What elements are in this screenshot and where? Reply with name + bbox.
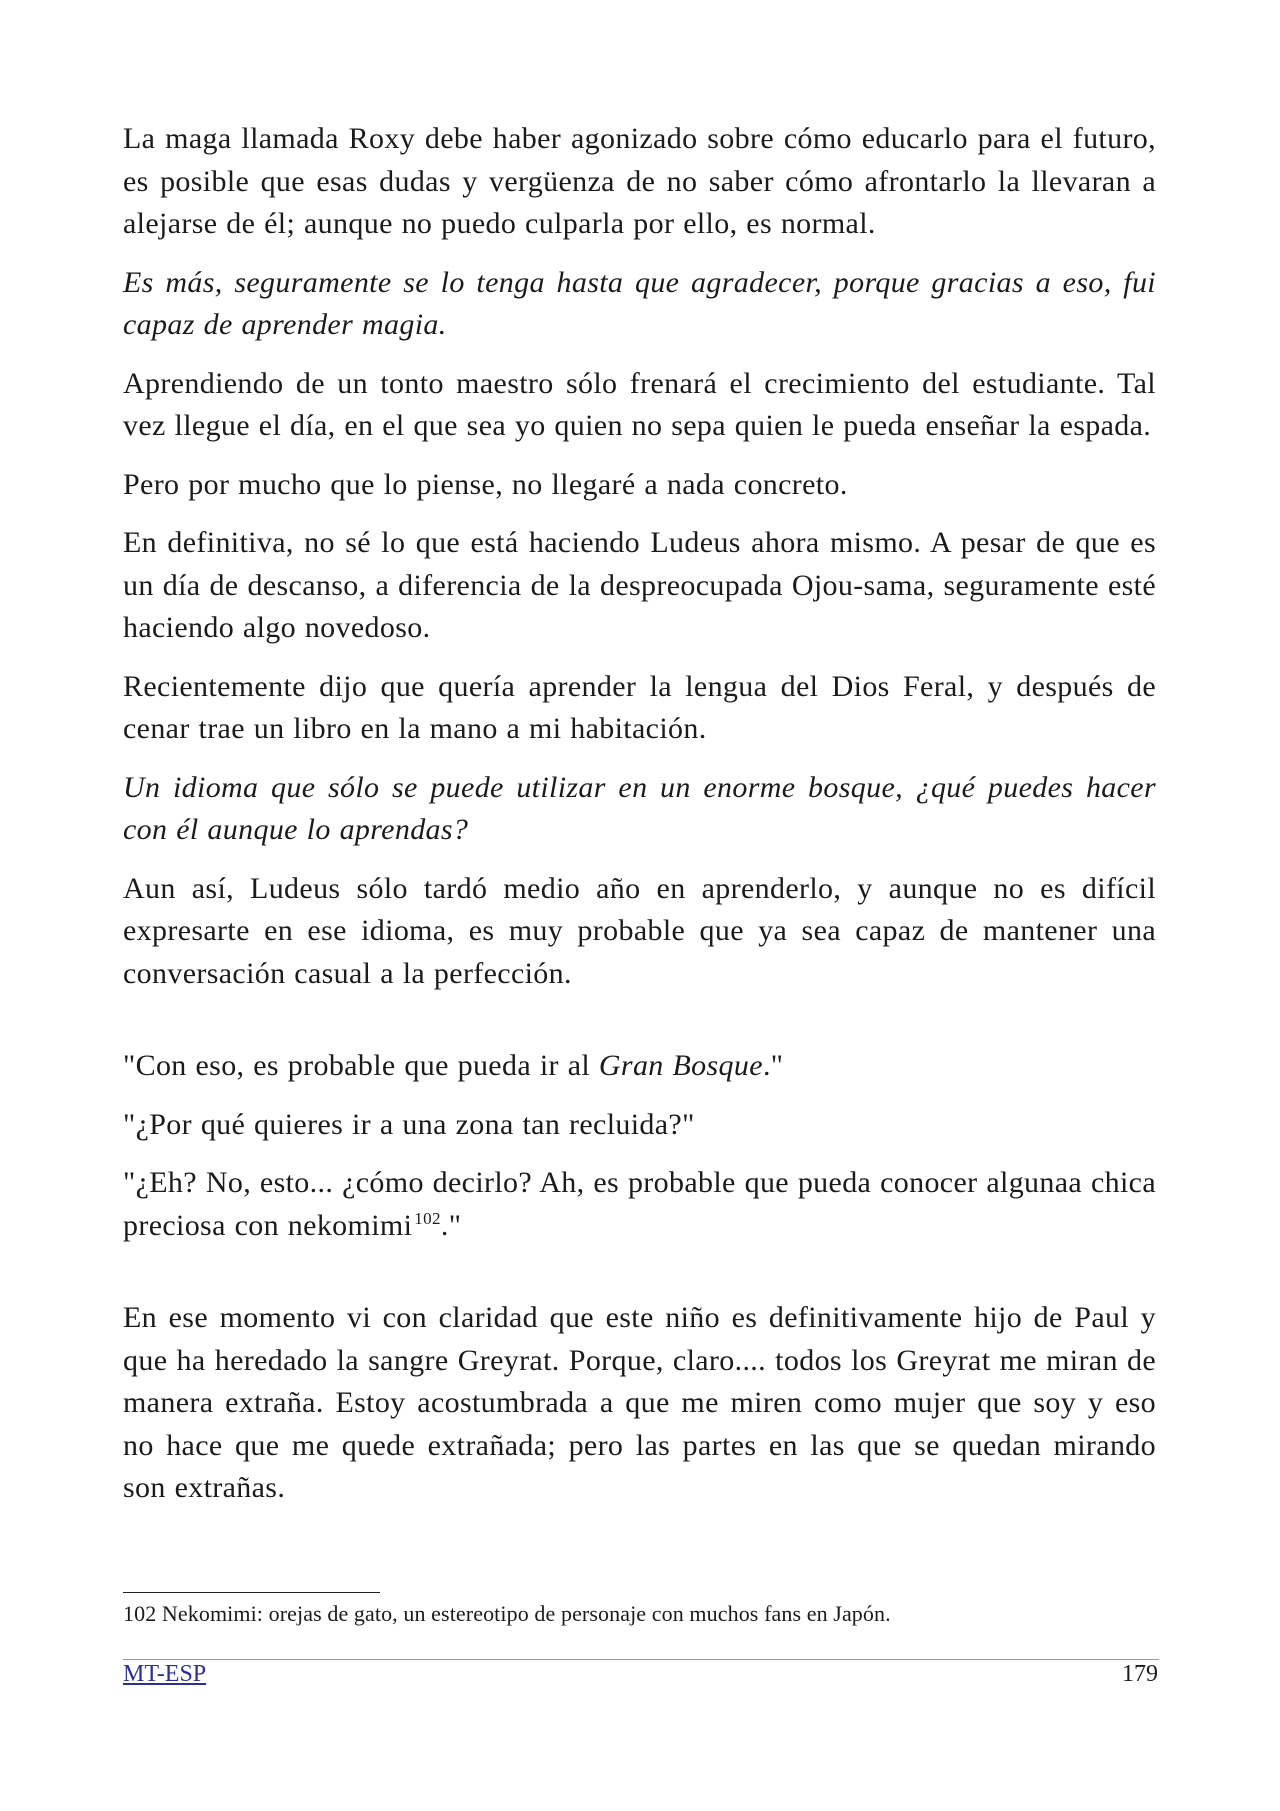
- dialogue-line: "¿Por qué quieres ir a una zona tan recluida?": [123, 1107, 695, 1141]
- paragraph: Recientemente dijo que quería aprender la lengua del Dios Feral, y después de cenar trae un libro en la mano a mi habitación.: [123, 669, 1156, 745]
- section-gap: [123, 1263, 1156, 1297]
- paragraph: Pero por mucho que lo piense, no llegaré a nada concreto.: [123, 467, 848, 501]
- page-number: 179: [1122, 1661, 1158, 1687]
- paragraph: En definitiva, no sé lo que está haciendo Ludeus ahora mismo. A pesar de que es un día de descanso, a diferencia de la despreocupada Ojou-sama, seguramente esté haciendo algo novedoso.: [123, 526, 1156, 644]
- dialogue-text: "Con eso, es probable que pueda ir al: [123, 1049, 599, 1082]
- paragraph: Aprendiendo de un tonto maestro sólo frenará el crecimiento del estudiante. Tal vez llegue el día, en el que sea yo quien no sepa quien le pueda enseñar la espada.: [123, 366, 1156, 442]
- footnote-divider: [123, 1592, 380, 1593]
- dialogue-line: [123, 1162, 1156, 1247]
- footer-link[interactable]: MT-ESP: [123, 1661, 207, 1687]
- section-gap: [123, 1011, 1156, 1045]
- dialogue-line: [123, 1045, 1156, 1088]
- dialogue-text: "¿Eh? No, esto... ¿cómo decirlo? Ah, es probable que pueda conocer algunaa chica preciosa con nekomimi: [123, 1166, 1156, 1242]
- dialogue-italic-text: Gran Bosque: [598, 1049, 763, 1082]
- paragraph: Aun así, Ludeus sólo tardó medio año en aprenderlo, y aunque no es difícil expresarte en ese idioma, es muy probable que ya sea capaz de mantener una conversación casual a la perfección.: [123, 871, 1156, 990]
- footnote-text: 102 Nekomimi: orejas de gato, un estereotipo de personaje con muchos fans en Japón.: [123, 1601, 891, 1626]
- dialogue-text: .": [440, 1208, 462, 1242]
- page-body: [123, 118, 1156, 1526]
- paragraph: En ese momento vi con claridad que este niño es definitivamente hijo de Paul y que ha heredado la sangre Greyrat. Porque, claro.... todos los Greyrat me miran de manera extraña. Estoy acostumbrada a que me miren como mujer que soy y eso no hace que me quede extrañada; pero las partes en las que se quedan mirando son extrañas.: [123, 1301, 1156, 1504]
- footer-divider: [123, 1659, 1159, 1660]
- dialogue-text: .": [762, 1049, 784, 1082]
- italic-paragraph: Un idioma que sólo se puede utilizar en un enorme bosque, ¿qué puedes hacer con él aunque lo aprendas?: [123, 770, 1156, 846]
- italic-paragraph: Es más, seguramente se lo tenga hasta que agradecer, porque gracias a eso, fui capaz de aprender magia.: [123, 265, 1156, 341]
- footnote-reference[interactable]: 102: [414, 1208, 441, 1228]
- paragraph: La maga llamada Roxy debe haber agonizado sobre cómo educarlo para el futuro, es posible que esas dudas y vergüenza de no saber cómo afrontarlo la llevaran a alejarse de él; aunque no puedo culparla por ello, es normal.: [123, 122, 1156, 240]
